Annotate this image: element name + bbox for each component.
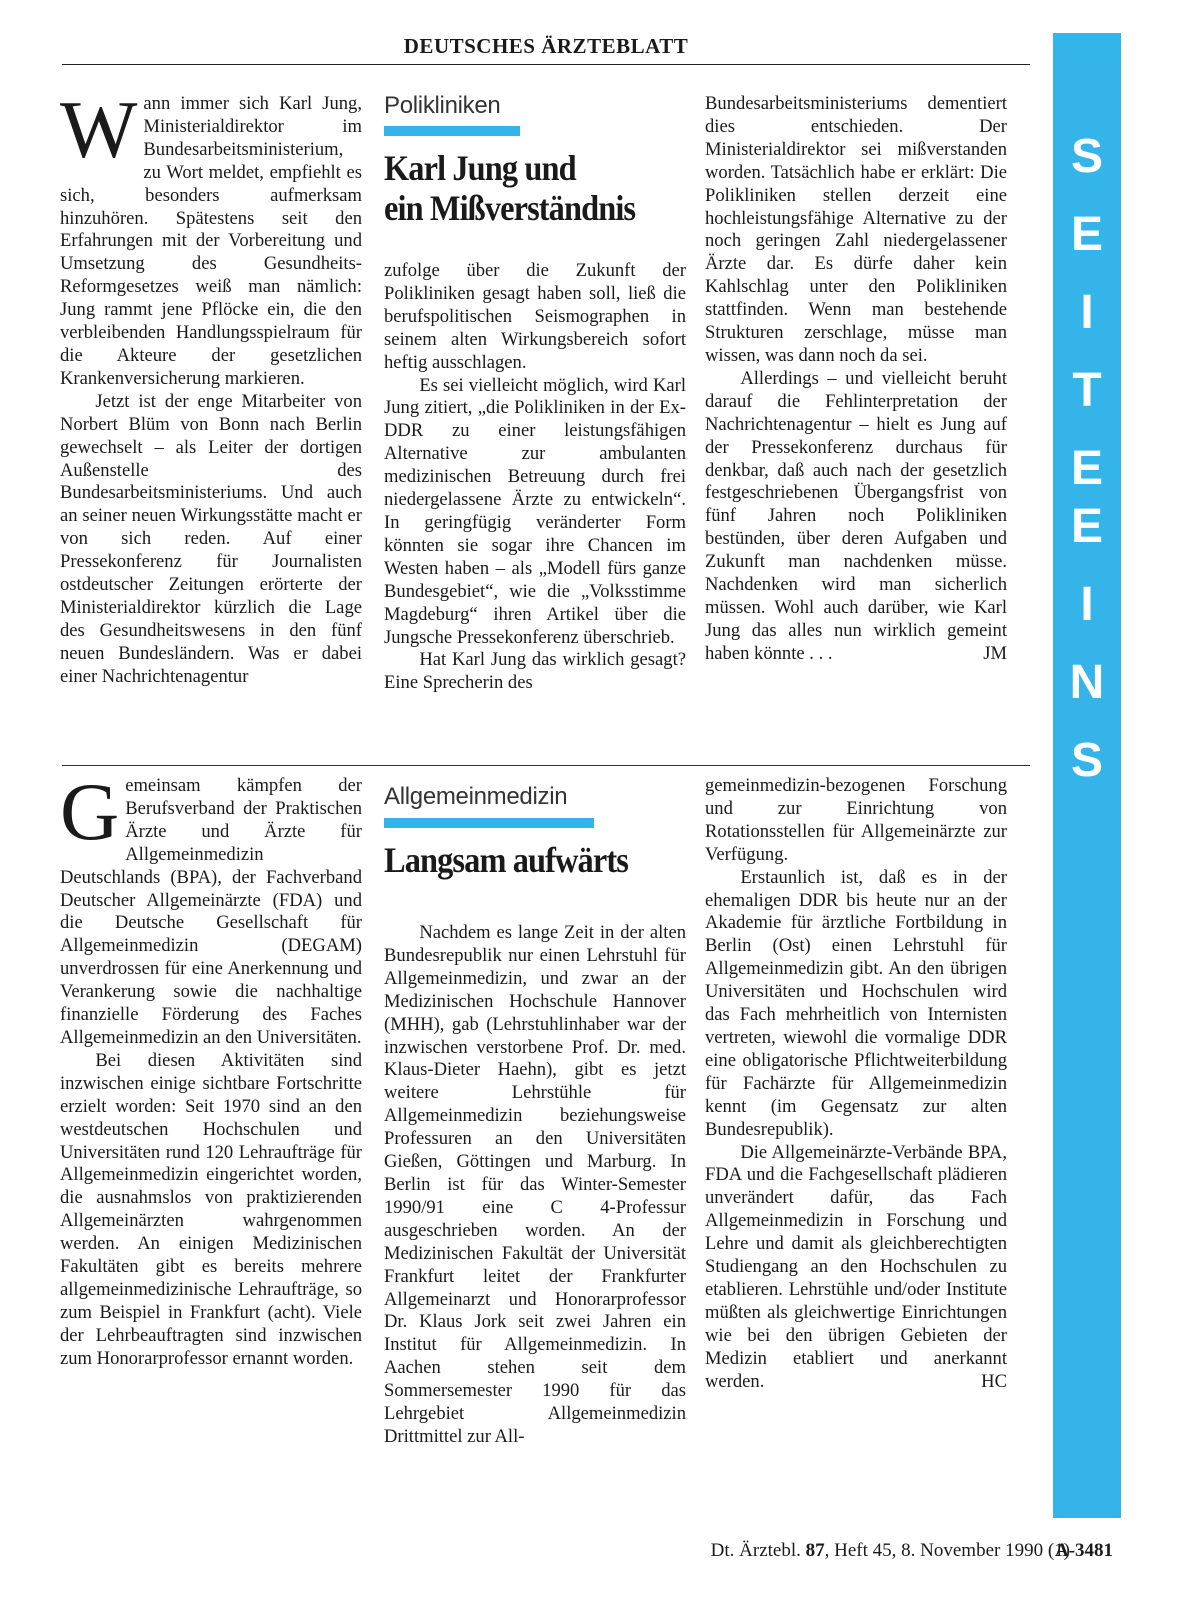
headline-line: Langsam aufwärts bbox=[384, 840, 628, 880]
paragraph: Bundesarbeitsministeriums dementiert dies entschieden. Der Ministerialdirektor sei mißverstanden worden. Tatsächlich habe er erklärt: Die Polikliniken stellen derzeit eine hochleistungsfähige Alternative zu der noch geringen Zahl niedergelassener Ärzte dar. Es dürfe daher kein Kahlschlag unter den Polikliniken stattfinden. Wenn man bestehende Strukturen zerschlage, müsse man wissen, was dann noch da sei. bbox=[705, 93, 1007, 366]
paragraph bbox=[705, 1142, 1007, 1394]
footer-citation bbox=[711, 1540, 1070, 1562]
author-signature: HC bbox=[981, 1370, 1007, 1392]
kicker-accent-bar bbox=[384, 818, 594, 828]
article2-headline bbox=[384, 840, 690, 880]
sidebar-letter: I bbox=[1080, 578, 1094, 631]
masthead-title: DEUTSCHES ÄRZTEBLATT bbox=[403, 34, 689, 58]
article1-kicker: Polikliniken bbox=[384, 92, 501, 119]
sidebar-letter: S bbox=[1070, 130, 1103, 183]
article2-column-3 bbox=[705, 775, 1007, 1393]
headline-line: ein Mißverständnis bbox=[384, 188, 636, 228]
paragraph: Hat Karl Jung das wirklich gesagt? Eine Sprecherin des bbox=[384, 649, 686, 694]
paragraph: Es sei vielleicht möglich, wird Karl Jung zitiert, „die Polikliniken in der Ex-DDR zu einer leistungsfähigen Alternative zur ambulanten medizinischen Betreuung durch frei niedergelassene Ärzte zu entwickeln“. In geringfügig veränderter Form könnten sie sogar ihre Chancen im Westen haben – als „Modell fürs ganze Bundesgebiet“, wie die „Volksstimme Magdeburg“ ihren Artikel über die Jungsche Pressekonferenz überschrieb. bbox=[384, 374, 686, 648]
paragraph: Bei diesen Aktivitäten sind inzwischen einige sichtbare Fortschritte erzielt worden: Seit 1970 sind an den westdeutschen Hochschulen und Universitäten rund 120 Lehraufträge für Allgemeinmedizin eingerichtet worden, die ausnahmslos von praktizierenden Allgemeinärzten wahrgenommen werden. An einigen Medizinischen Fakultäten gibt es bereits mehrere allgemeinmedizinische Lehraufträge, so zum Beispiel in Frankfurt (acht). Viele der Lehrbeauftragten sind inzwischen zum Honorarprofessor ernannt worden. bbox=[60, 1049, 362, 1369]
sidebar-letter: S bbox=[1070, 734, 1103, 787]
paragraph-text: Die Allgemeinärzte-Verbände BPA, FDA und die Fachgesellschaft plädieren unverändert dafür, das Fach Allgemeinmedizin in Forschung und Lehre und damit als gleichberechtigten Studiengang an den Hochschulen zu etablieren. Lehrstühle und/oder Institute müßten als gleichwertige Einrichtungen wie bei den übrigen Gebieten der Medizin etabliert und anerkannt werden. bbox=[705, 1141, 1007, 1392]
section-sidebar bbox=[1053, 33, 1121, 1518]
paragraph-text: Allerdings – und vielleicht beruht darauf die Fehlinterpretation der Nachrichtenagentur – hielt es Jung auf der Pressekonferenz durchaus für denkbar, daß auch nach der gesetzlich festgeschriebenen Übergangsfrist von fünf Jahren noch Polikliniken bestünden, über deren Aufgaben und Zukunft man nachdenken müsse. Nachdenken wird man sicherlich müssen. Wohl auch darüber, wie Karl Jung das alles nun wirklich gemeint haben könnte . . . bbox=[705, 367, 1007, 664]
article2-kicker: Allgemeinmedizin bbox=[384, 783, 568, 810]
kicker-accent-bar bbox=[384, 126, 520, 136]
article1-column-3 bbox=[705, 93, 1007, 666]
paragraph bbox=[705, 368, 1007, 666]
dropcap: G bbox=[60, 766, 120, 857]
masthead bbox=[62, 30, 1030, 65]
sidebar-letter: I bbox=[1080, 286, 1094, 339]
sidebar-letter: N bbox=[1069, 656, 1105, 709]
sidebar-letter: T bbox=[1072, 364, 1102, 417]
paragraph: ann immer sich Karl Jung, Ministerialdirektor im Bundesarbeitsministerium, zu Wort meldet, empfiehlt es sich, besonders aufmerksam hinzuhören. Spätestens seit den Erfahrungen mit der Vorbereitung und Umsetzung des Gesundheits-Reformgesetzes weiß man nämlich: Jung rammt jene Pflöcke ein, die den verbleibenden Handlungsspielraum für die Akteure der gesetzlichen Krankenversicherung markieren. bbox=[60, 93, 362, 389]
article1-column-2 bbox=[384, 260, 686, 695]
article2-column-2 bbox=[384, 922, 686, 1449]
journal-abbrev: Dt. Ärztebl. bbox=[710, 1540, 801, 1561]
dropcap: W bbox=[60, 84, 138, 175]
paragraph: Jetzt ist der enge Mitarbeiter von Norbert Blüm von Bonn nach Berlin gewechselt – als Leiter der dortigen Außenstelle des Bundesarbeitsministeriums. Und auch an seiner neuen Wirkungsstätte macht er von sich reden. Auf einer Pressekonferenz für Journalisten ostdeutscher Zeitungen erörterte der Ministerialdirektor kürzlich die Lage des Gesundheitswesens in den fünf neuen Bundesländern. Was er dabei einer Nachrichtenagentur bbox=[60, 390, 362, 687]
volume-number: 87 bbox=[805, 1540, 825, 1561]
paragraph: zufolge über die Zukunft der Polikliniken gesagt haben soll, ließ die berufspolitischen Seismographen in seinem alten Wirkungsbereich sofort heftig ausschlagen. bbox=[384, 260, 686, 373]
article-divider bbox=[62, 765, 1030, 766]
page-number: A-3481 bbox=[1055, 1540, 1114, 1561]
sidebar-letter: E bbox=[1070, 442, 1103, 495]
article2-column-1 bbox=[60, 766, 362, 1371]
sidebar-letter: E bbox=[1070, 500, 1103, 553]
paragraph: Nachdem es lange Zeit in der alten Bundesrepublik nur einen Lehrstuhl für Allgemeinmedizin, und zwar an der Medizinischen Hochschule Hannover (MHH), gab (Lehrstuhlinhaber war der inzwischen verstorbene Prof. Dr. med. Klaus-Dieter Haehn), gibt es jetzt weitere Lehrstühle für Allgemeinmedizin beziehungsweise Professuren an den Universitäten Gießen, Göttingen und Marburg. In Berlin ist für das Winter-Semester 1990/91 eine C 4-Professur ausgeschrieben worden. An der Medizinischen Fakultät der Universität Frankfurt leitet der Frankfurter Allgemeinarzt und Honorarprofessor Dr. Klaus Jork seit zwei Jahren ein Institut für Allgemeinmedizin. In Aachen stehen seit dem Sommersemester 1990 für das Lehrgebiet Allgemeinmedizin Drittmittel zur All- bbox=[384, 922, 686, 1447]
issue-info: , Heft 45, 8. November 1990 (1) bbox=[824, 1540, 1070, 1561]
sidebar-letter: E bbox=[1070, 208, 1103, 261]
headline-line: Karl Jung und bbox=[384, 148, 576, 188]
paragraph: Erstaunlich ist, daß es in der ehemaligen DDR bis heute nur an der Akademie für ärztliche Fortbildung in Berlin (Ost) einen Lehrstuhl für Allgemeinmedizin gibt. An den übrigen Universitäten und Hochschulen wird das Fach mehrheitlich von Internisten vertreten, wiewohl die vormalige DDR eine obligatorische Pflichtweiterbildung für Fachärzte für Allgemeinmedizin kennt (im Gegensatz zur alten Bundesrepublik). bbox=[705, 866, 1007, 1140]
paragraph: gemeinmedizin-bezogenen Forschung und zur Einrichtung von Rotationsstellen für Allgemeinärzte zur Verfügung. bbox=[705, 775, 1007, 865]
paragraph: emeinsam kämpfen der Berufsverband der Praktischen Ärzte und Ärzte für Allgemeinmedizin Deutschlands (BPA), der Fachverband Deutscher Allgemeinärzte (FDA) und die Deutsche Gesellschaft für Allgemeinmedizin (DEGAM) unverdrossen für eine Anerkennung und Verankerung sowie die nachhaltige finanzielle Förderung des Faches Allgemeinmedizin an den Universitäten. bbox=[60, 775, 362, 1048]
article1-column-1 bbox=[60, 84, 362, 689]
author-signature: JM bbox=[983, 642, 1007, 664]
article1-headline bbox=[384, 148, 690, 228]
